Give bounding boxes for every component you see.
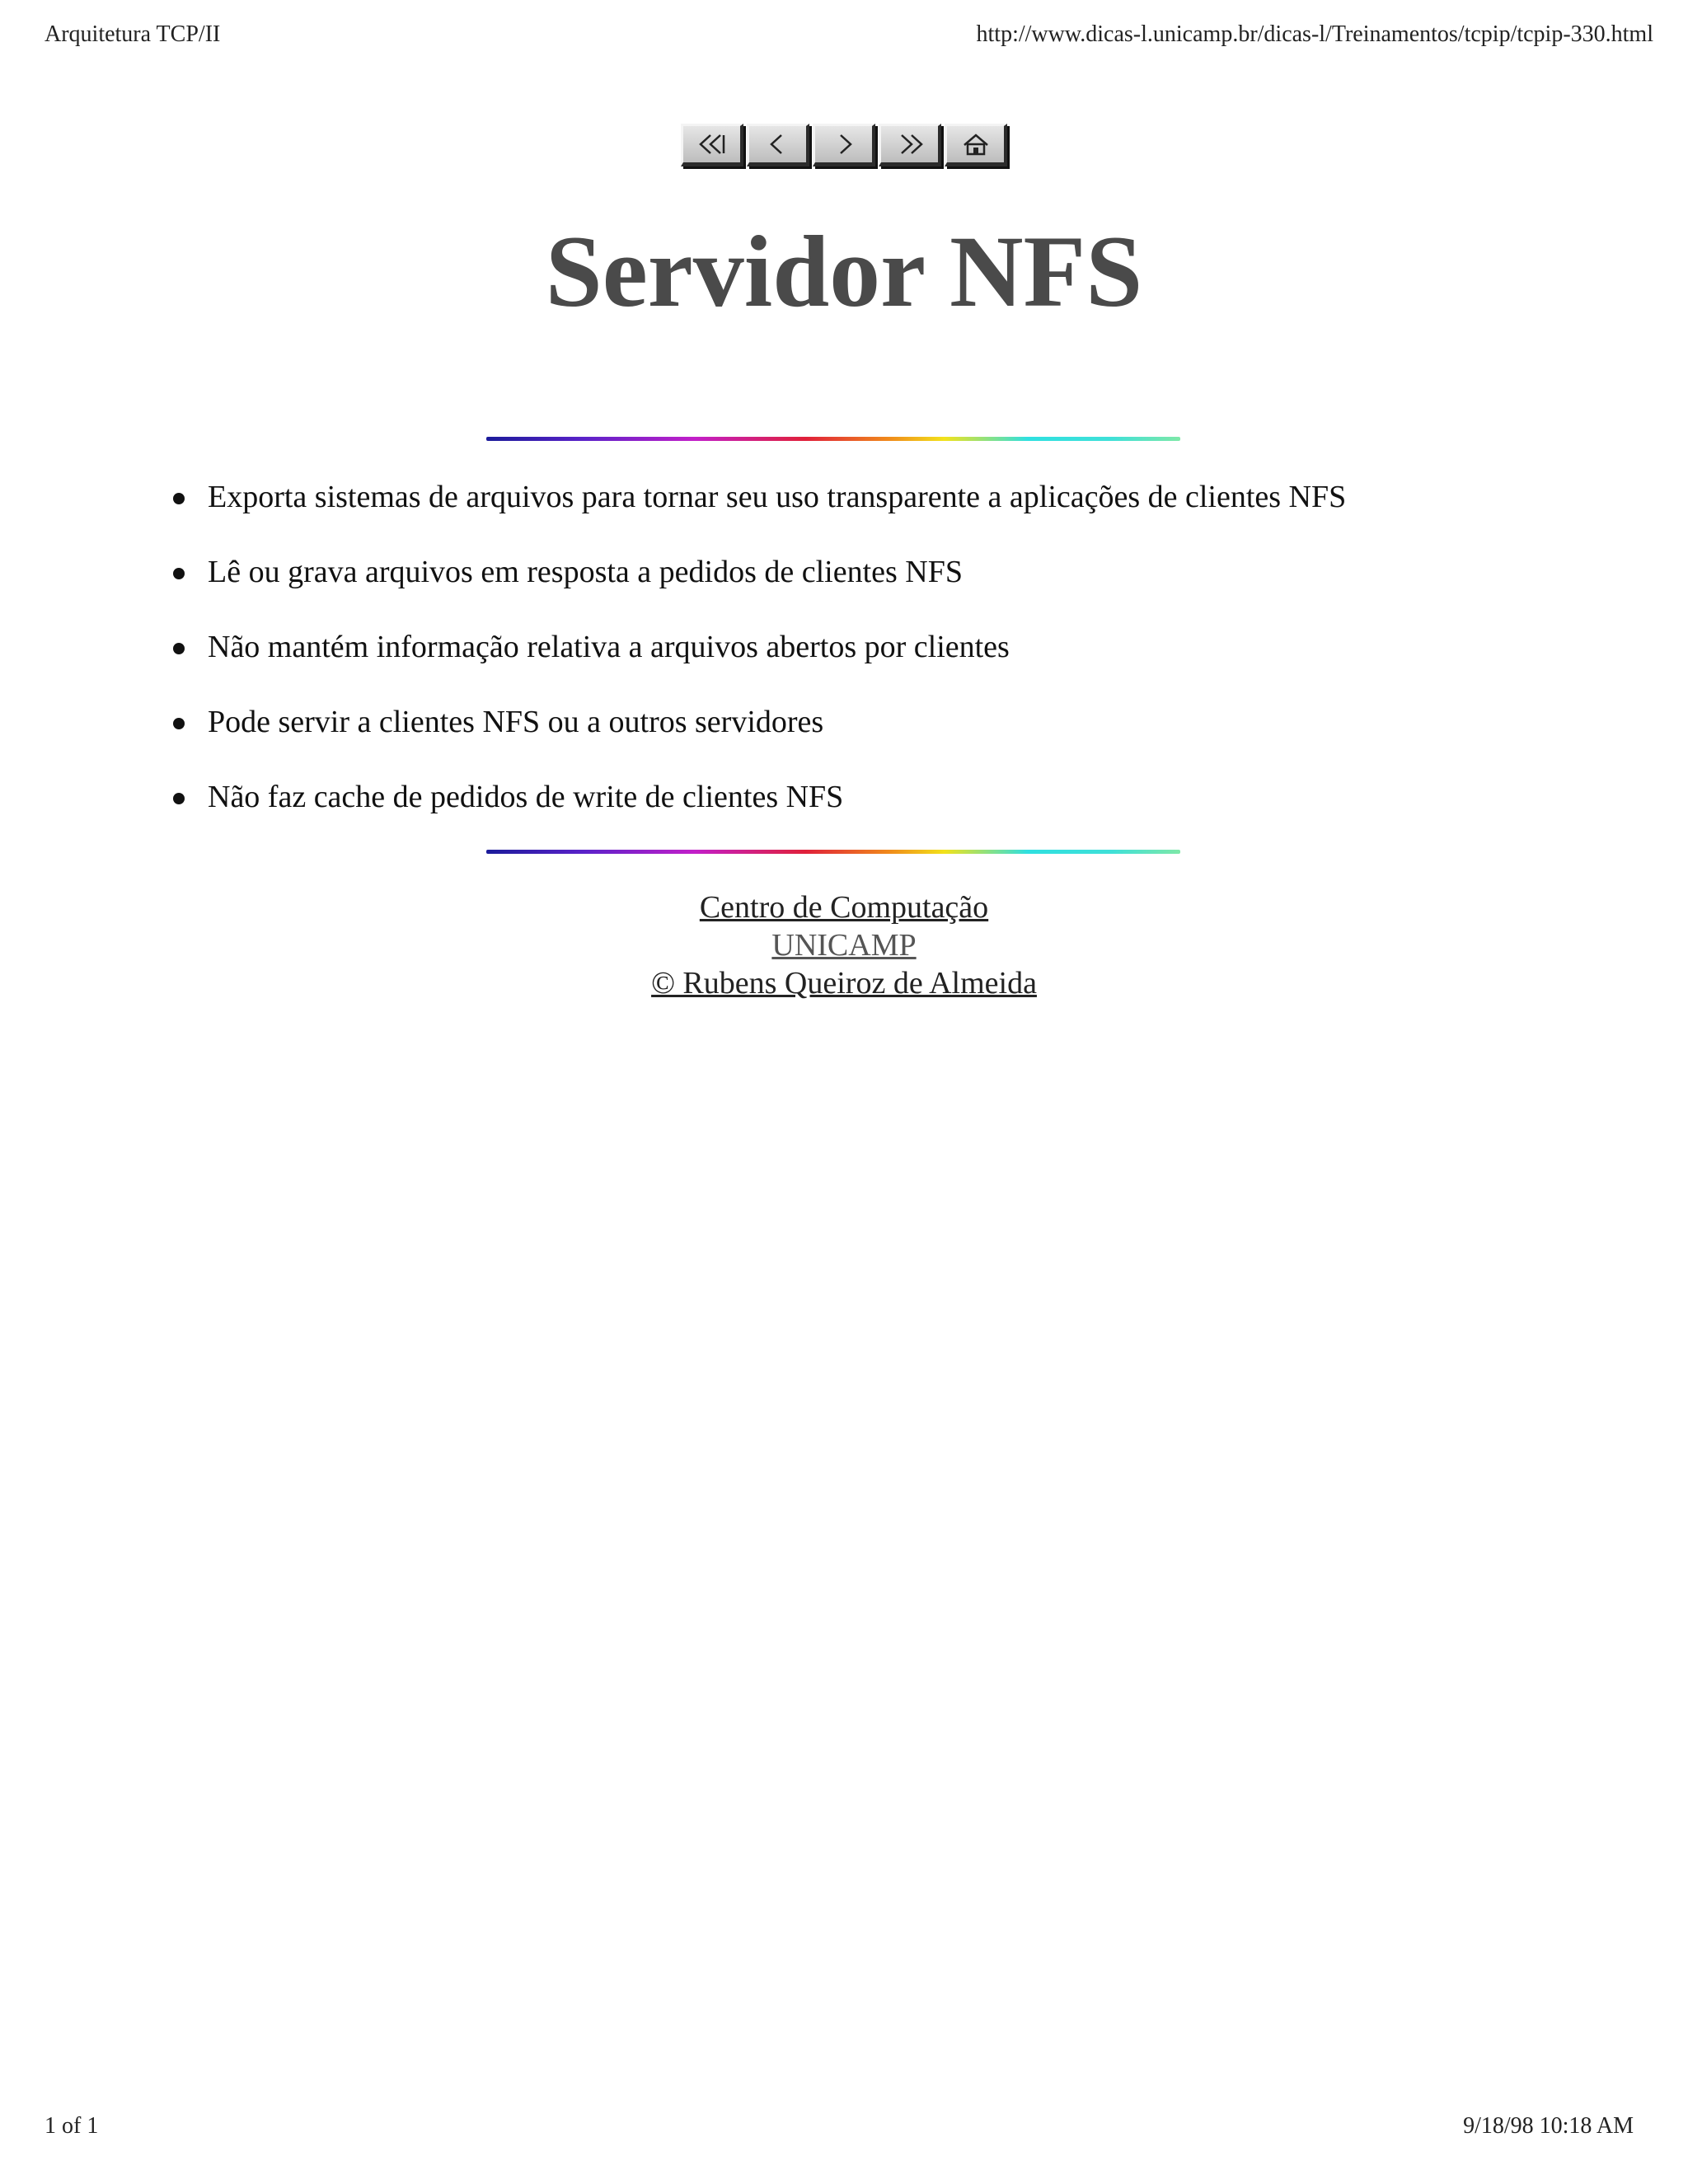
last-page-icon: [892, 132, 928, 157]
centro-de-computacao-link[interactable]: Centro de Computação: [699, 890, 989, 925]
list-item: [165, 546, 1346, 621]
list-item: [165, 621, 1346, 696]
unicamp-link[interactable]: UNICAMP: [771, 928, 917, 963]
list-item: [165, 471, 1346, 546]
rainbow-divider-bottom: [486, 850, 1180, 854]
list-item-text: Exporta sistemas de arquivos para tornar seu uso transparente a aplicações de clientes NFS: [208, 480, 1347, 514]
next-page-button[interactable]: [813, 124, 875, 166]
previous-page-button[interactable]: [747, 124, 809, 166]
first-page-button[interactable]: [681, 124, 743, 166]
list-item: [165, 696, 1346, 771]
print-page-count: 1 of 1: [45, 2113, 99, 2139]
rainbow-divider-top: [486, 437, 1180, 441]
list-item-text: Pode servir a clientes NFS ou a outros servidores: [208, 705, 824, 739]
navigation-toolbar: [0, 124, 1688, 166]
print-header-url: http://www.dicas-l.unicamp.br/dicas-l/Treinamentos/tcpip/tcpip-330.html: [976, 21, 1653, 47]
author-copyright-link[interactable]: © Rubens Queiroz de Almeida: [651, 966, 1037, 1001]
bullet-icon: [173, 718, 185, 729]
print-timestamp: 9/18/98 10:18 AM: [1463, 2113, 1634, 2139]
first-page-icon: [694, 132, 730, 157]
previous-page-icon: [760, 132, 796, 157]
home-button[interactable]: [945, 124, 1007, 166]
bullet-list: [165, 471, 1346, 846]
bullet-icon: [173, 643, 185, 654]
list-item-text: Não faz cache de pedidos de write de clientes NFS: [208, 780, 844, 814]
home-icon: [958, 132, 994, 157]
next-page-icon: [826, 132, 862, 157]
footer-links: [0, 888, 1688, 1002]
last-page-button[interactable]: [879, 124, 941, 166]
bullet-icon: [173, 793, 185, 804]
bullet-icon: [173, 493, 185, 504]
page-title: Servidor NFS: [545, 215, 1143, 328]
list-item-text: Lê ou grava arquivos em resposta a pedidos de clientes NFS: [208, 555, 963, 589]
print-header-title: Arquitetura TCP/II: [45, 21, 221, 47]
bullet-icon: [173, 568, 185, 579]
list-item-text: Não mantém informação relativa a arquivos abertos por clientes: [208, 630, 1010, 664]
list-item: [165, 771, 1346, 846]
